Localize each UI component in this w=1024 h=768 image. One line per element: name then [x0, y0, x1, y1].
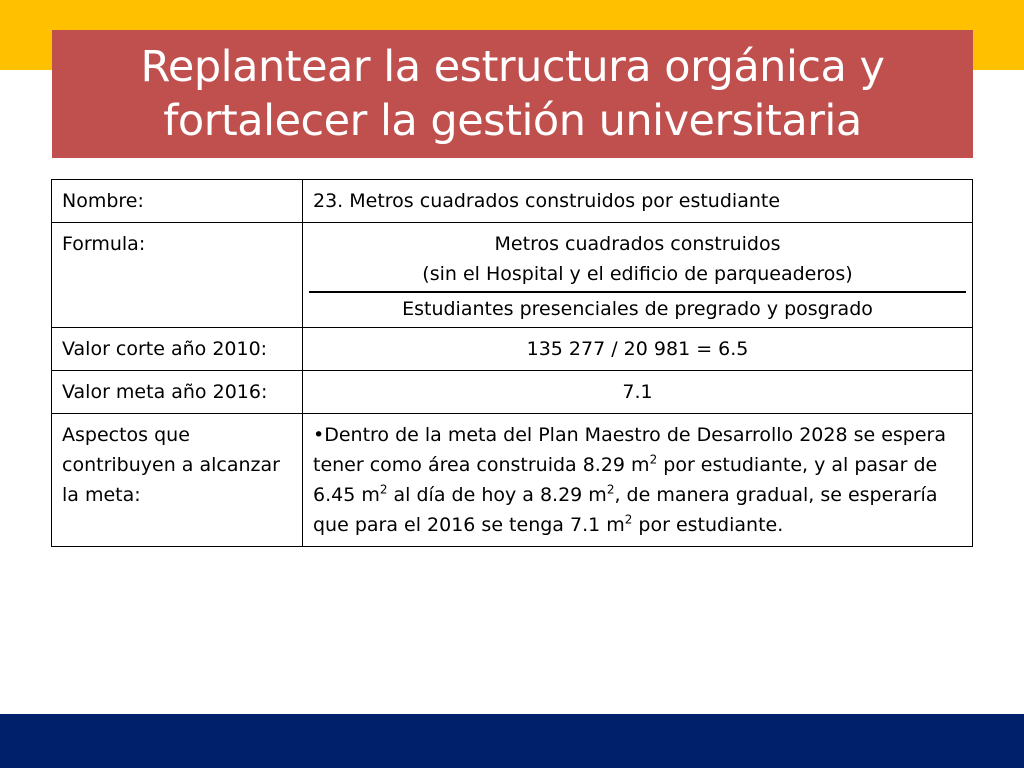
formula-label: Formula: [52, 223, 303, 328]
aspectos-text-part-1: •Dentro de la meta del Plan Maestro de Desarrollo 2028 se espera tener como área construida 8.29 m [313, 424, 947, 476]
slide-title-box [52, 30, 973, 158]
superscript-2: 2 [624, 512, 633, 527]
valor-meta-label: Valor meta año 2016: [52, 371, 303, 414]
valor-corte-value: 135 277 / 20 981 = 6.5 [303, 328, 973, 371]
table-row-formula [52, 223, 973, 328]
valor-meta-value: 7.1 [303, 371, 973, 414]
nombre-value: 23. Metros cuadrados construidos por estudiante [303, 180, 973, 223]
slide-title-line-2: fortalecer la gestión universitaria [163, 96, 862, 146]
aspectos-text-part-3: al día de hoy a 8.29 m [387, 484, 607, 506]
table-row-valor-meta [52, 371, 973, 414]
superscript-2: 2 [606, 482, 615, 497]
aspectos-text [303, 414, 973, 547]
table-row-aspectos [52, 414, 973, 547]
valor-corte-label: Valor corte año 2010: [52, 328, 303, 371]
table-row-nombre [52, 180, 973, 223]
aspectos-text-part-5: por estudiante. [632, 514, 784, 536]
table-row-valor-corte [52, 328, 973, 371]
slide-title-line-1: Replantear la estructura orgánica y [140, 42, 885, 92]
aspectos-text-part-2: por estudiante, y al pasar de 6.45 m [313, 454, 938, 506]
nombre-label: Nombre: [52, 180, 303, 223]
aspectos-label: Aspectos que contribuyen a alcanzar la meta: [52, 414, 303, 547]
bottom-accent-band [0, 714, 1024, 768]
formula-numerator-line-2: (sin el Hospital y el edificio de parqueaderos) [422, 263, 853, 285]
formula-cell [303, 223, 973, 328]
fraction-bar [309, 291, 966, 293]
formula-numerator-line-1: Metros cuadrados construidos [494, 233, 781, 255]
formula-denominator: Estudiantes presenciales de pregrado y posgrado [402, 298, 873, 320]
slide-title [140, 40, 884, 148]
superscript-2: 2 [379, 482, 388, 497]
aspectos-text-part-4: , de manera gradual, se esperaría que para el 2016 se tenga 7.1 m [313, 484, 938, 536]
indicator-table [51, 179, 973, 547]
superscript-2: 2 [649, 452, 658, 467]
